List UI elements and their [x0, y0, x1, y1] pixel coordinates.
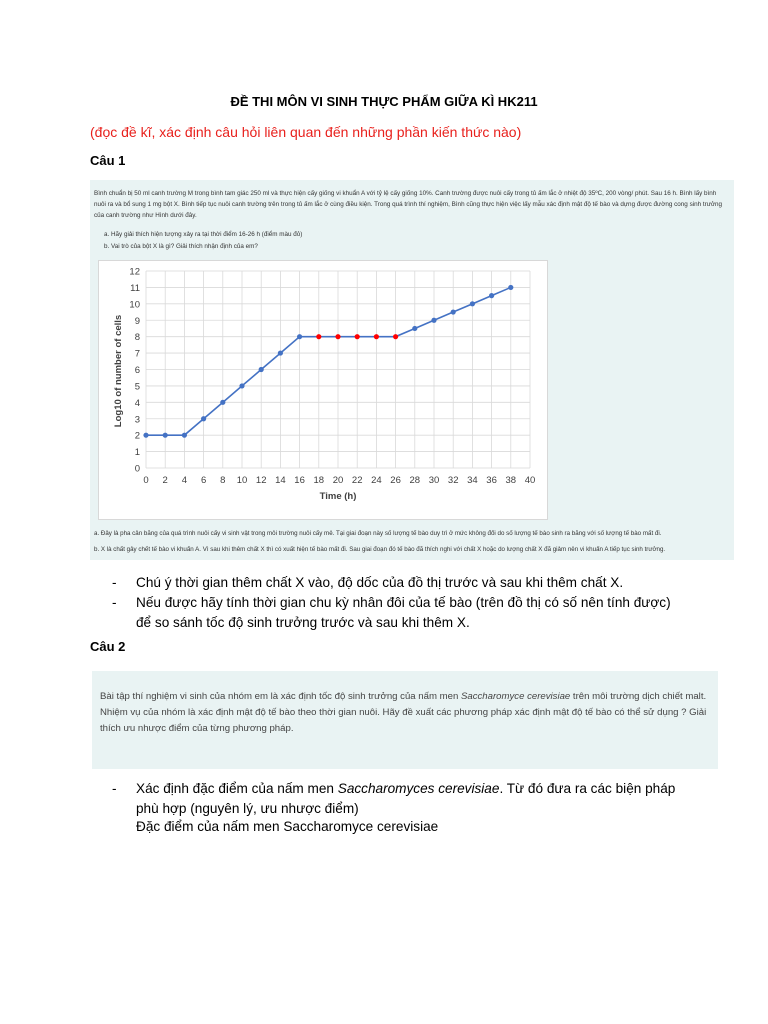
x-tick-label: 34: [467, 475, 478, 486]
document-subtitle: (đọc đề kĩ, xác định câu hỏi liên quan đến những phần kiến thức nào): [90, 124, 522, 140]
chart-grid: [146, 271, 530, 468]
y-tick-label: 10: [129, 299, 140, 311]
question-1b: b. Vai trò của bột X là gì? Giải thích nhận định của em?: [104, 243, 258, 250]
x-tick-label: 0: [143, 475, 149, 486]
question-1-paragraph: Bình chuẩn bị 50 ml canh trường M trong bình tam giác 250 ml và thực hiện cấy giống vi khuẩn A với tỷ lệ cấy giống 10%. Canh trường được nuôi cấy trong tủ ấm lắc ở nhiệt độ 35ºC, 200 vòng/ phút. Sau 16 h. Bình lấy bình nuôi ra và bổ sung 1 mg bột X. Bình tiếp tục nuôi canh trường trên trong tủ ấm lắc ở cùng điều kiện. Trong quá trình thí nghiệm, Bình cũng thực hiện việc lấy mẫu xác định mật độ tế bào và dựng được đường cong sinh trưởng của canh trường như Hình dưới đây.: [94, 190, 723, 219]
data-point: [412, 326, 417, 331]
question-1a: a. Hãy giải thích hiện tượng xảy ra tại thời điểm 16-26 h (điểm màu đỏ): [104, 231, 303, 238]
note-text: [136, 781, 675, 816]
data-point: [220, 400, 225, 405]
x-tick-label: 8: [220, 475, 226, 486]
note-text: Nếu được hãy tính thời gian chu kỳ nhân đôi của tế bào (trên đồ thị có số nên tính được) để so sánh tốc độ sinh trưởng trước và sau khi thêm X.: [136, 595, 671, 630]
growth-curve-chart: [98, 260, 548, 520]
data-point: [489, 293, 494, 298]
data-point: [508, 285, 513, 290]
x-tick-label: 36: [486, 475, 497, 486]
highlighted-data-point: [316, 334, 321, 339]
growth-curve-svg: [99, 261, 547, 519]
y-tick-label: 2: [134, 430, 140, 442]
y-tick-label: 11: [130, 282, 140, 294]
note-species-name: Saccharomyces cerevisiae: [337, 781, 500, 796]
y-tick-label: 5: [134, 381, 140, 393]
question-1-heading: Câu 1: [90, 153, 126, 168]
question-1-notes: [112, 573, 672, 633]
chart-y-axis-label: Log10 of number of cells: [113, 314, 124, 428]
highlighted-data-point: [355, 334, 360, 339]
highlighted-data-point: [374, 334, 379, 339]
data-point: [201, 416, 206, 421]
chart-series: [146, 287, 511, 435]
question-2-paragraph: [100, 689, 712, 737]
y-tick-label: 9: [134, 315, 140, 327]
x-tick-label: 38: [505, 475, 517, 486]
note-text-start: Xác định đặc điểm của nấm men: [136, 781, 338, 796]
x-tick-label: 24: [371, 475, 382, 486]
q2-text-start: Bài tập thí nghiệm vi sinh của nhóm em là xác định tốc độ sinh trưởng của nấm men: [100, 691, 461, 702]
series-line: [146, 287, 511, 435]
highlighted-data-point: [393, 334, 398, 339]
x-tick-label: 30: [428, 475, 440, 486]
chart-points: [143, 285, 513, 438]
x-tick-label: 6: [200, 475, 207, 486]
y-tick-label: 0: [134, 463, 140, 475]
y-tick-label: 8: [134, 332, 140, 344]
q2-species-name: Saccharomyce cerevisiae: [460, 691, 571, 702]
y-tick-label: 4: [134, 397, 140, 409]
data-point: [163, 433, 168, 438]
note-text: Chú ý thời gian thêm chất X vào, độ dốc của đồ thị trước và sau khi thêm chất X.: [136, 575, 624, 590]
chart-ticks: [129, 267, 535, 487]
x-tick-label: 14: [275, 475, 286, 486]
answer-1a: a. Đây là pha cân bằng của quá trình nuôi cấy vi sinh vật trong môi trường nuôi cấy mẻ. Tại giai đoạn này số lượng tế bào duy trì ở mức không đổi do số lượng tế bào sinh ra bằng với số lượng tế bào mất đi.: [94, 530, 662, 537]
y-tick-label: 1: [134, 447, 140, 459]
data-point: [143, 433, 148, 438]
y-tick-label: 3: [134, 414, 140, 426]
y-tick-label: 7: [134, 348, 140, 360]
x-tick-label: 12: [255, 475, 267, 486]
x-tick-label: 20: [332, 475, 344, 486]
question-2-box: [92, 671, 718, 769]
data-point: [259, 367, 264, 372]
answer-1b: b. X là chất gây chết tế bào vi khuẩn A. Vì sau khi thêm chất X thì có xuất hiện tế bào mất đi. Sau giai đoạn đó tế bào đã thích nghi với chất X hoặc do lượng chất X đã giảm nên vi khuẩn A tiếp tục sinh trưởng.: [94, 546, 666, 553]
x-tick-label: 16: [294, 475, 305, 486]
x-tick-label: 40: [524, 475, 536, 486]
question-1-box: [90, 180, 734, 560]
x-tick-label: 10: [236, 475, 248, 486]
data-point: [297, 334, 302, 339]
data-point: [470, 301, 475, 306]
document-title: ĐỀ THI MÔN VI SINH THỰC PHẨM GIỮA KÌ HK211: [230, 94, 538, 109]
data-point: [239, 383, 244, 388]
data-point: [431, 318, 436, 323]
data-point: [278, 350, 283, 355]
y-tick-label: 6: [134, 365, 140, 376]
x-tick-label: 2: [162, 475, 168, 486]
x-tick-label: 22: [351, 475, 363, 486]
yeast-characteristics-line: Đặc điểm của nấm men Saccharomyce cerevisiae: [136, 819, 439, 834]
x-tick-label: 32: [447, 475, 459, 486]
q2-text-end: trên môi trường dịch chiết malt. Nhiệm vụ của nhóm là xác định mật độ tế bào theo thời gian nuôi. Hãy đề xuất các phương pháp xác định mật độ tế bào có thể sử dụng ? Giải thích ưu nhược điểm của từng phương pháp.: [100, 691, 707, 734]
list-dash: -: [112, 781, 117, 796]
x-tick-label: 4: [181, 475, 188, 486]
note-item: [112, 573, 672, 593]
y-tick-label: 12: [129, 266, 140, 278]
note-item: [112, 593, 672, 633]
list-dash: -: [112, 595, 117, 610]
x-tick-label: 26: [390, 475, 401, 486]
question-2-heading: Câu 2: [90, 639, 126, 654]
chart-x-axis-label: Time (h): [319, 491, 357, 502]
x-tick-label: 18: [313, 475, 325, 486]
question-2-notes: [112, 779, 692, 819]
x-tick-label: 28: [409, 475, 421, 486]
note-text-end: . Từ đó đưa ra các biện pháp phù hợp (nguyên lý, ưu nhược điểm): [136, 781, 676, 816]
highlighted-data-point: [335, 334, 340, 339]
data-point: [182, 433, 187, 438]
list-dash: -: [112, 575, 117, 590]
data-point: [451, 309, 456, 314]
note-item: [112, 779, 692, 819]
